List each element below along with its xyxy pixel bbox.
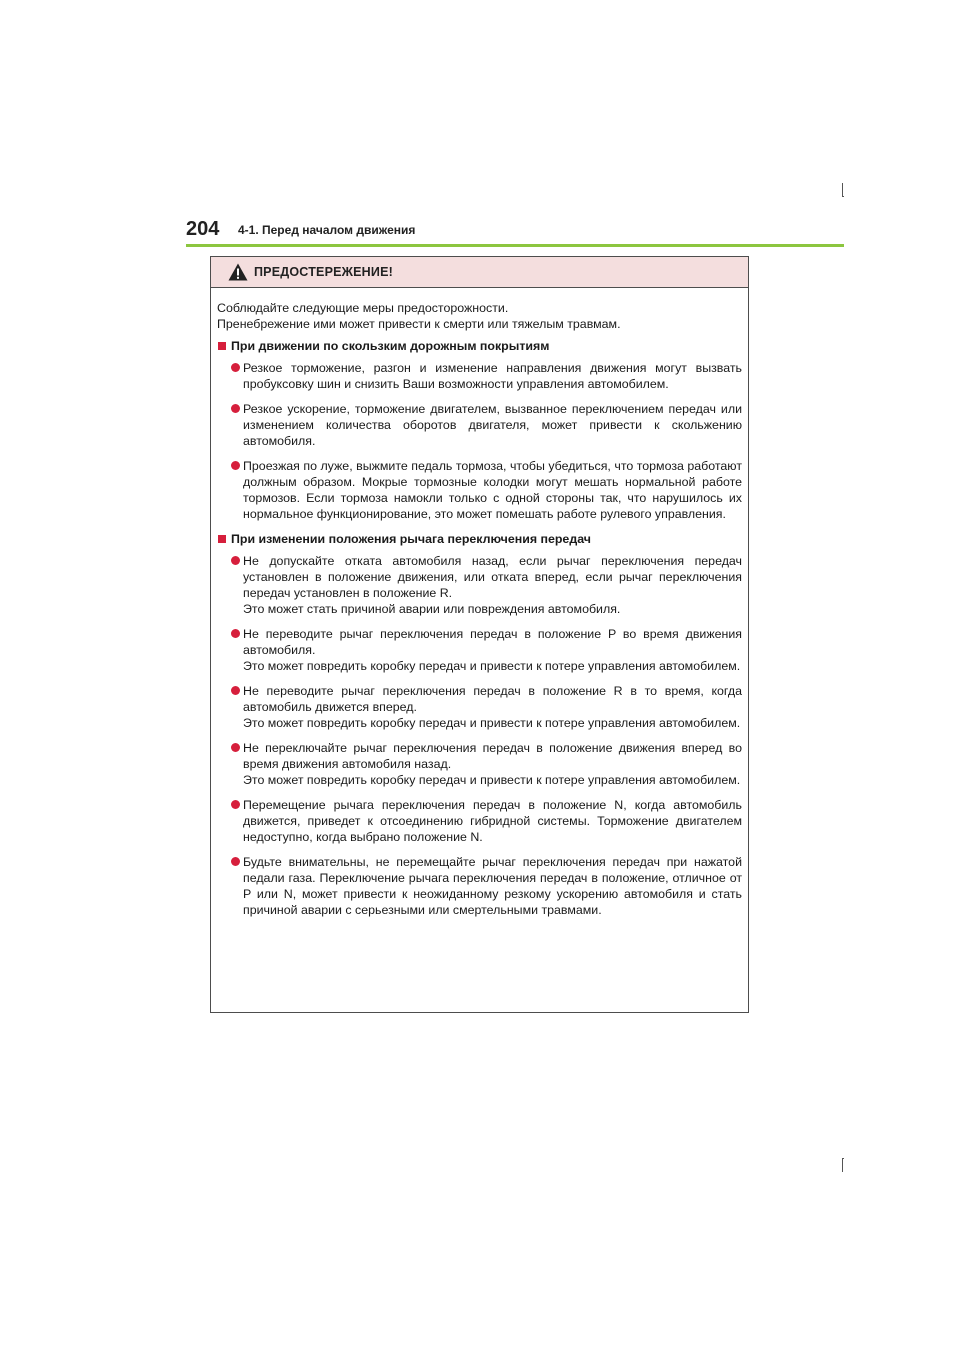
warning-box	[210, 256, 749, 1013]
section-heading	[217, 531, 742, 547]
list-item-note: Это может повредить коробку передач и привести к потере управления автомобилем.	[243, 773, 741, 787]
list-item-note: Это может стать причиной аварии или повреждения автомобиля.	[243, 602, 621, 616]
bullet-icon	[231, 404, 240, 413]
section-title: 4-1. Перед началом движения	[238, 223, 416, 237]
bullet-icon	[231, 363, 240, 372]
section-gear-shift	[217, 531, 742, 918]
header-rule	[186, 244, 844, 247]
crop-mark-bottom	[842, 1158, 843, 1172]
list-item	[217, 360, 742, 392]
crop-mark-bottom-tick	[842, 1158, 844, 1159]
list-item	[217, 626, 742, 674]
list-item-text: Не допускайте отката автомобиля назад, если рычаг переключения передач установлен в положение движения, или отката вперед, если рычаг переключения передач установлен в положение R.	[243, 554, 742, 600]
section-heading	[217, 338, 742, 354]
warning-triangle-icon	[228, 263, 248, 281]
crop-mark-top-tick	[842, 196, 844, 197]
intro-line: Соблюдайте следующие меры предосторожности.	[217, 301, 509, 315]
bullet-icon	[231, 800, 240, 809]
bullet-icon	[231, 686, 240, 695]
list-item-text: Резкое ускорение, торможение двигателем, вызванное переключением передач или изменением количества оборотов двигателя, может привести к скольжению автомобиля.	[243, 402, 742, 448]
intro-line: Пренебрежение ими может привести к смерти или тяжелым травмам.	[217, 317, 621, 331]
section-heading-text: При движении по скользким дорожным покрытиям	[231, 339, 550, 353]
crop-mark-top	[842, 183, 843, 197]
list-item	[217, 553, 742, 617]
list-item-text: Будьте внимательны, не перемещайте рычаг переключения передач при нажатой педали газа. Переключение рычага переключения передач в положение, отличное от P или N, может привести к неожиданному резкому ускорению автомобиля и стать причиной аварии с серьезными или смертельными травмами.	[243, 855, 742, 917]
list-item-text: Не переводите рычаг переключения передач в положение P во время движения автомобиля.	[243, 627, 742, 657]
list-item-text: Резкое торможение, разгон и изменение направления движения могут вызвать пробуксовку шин и снизить Ваши возможности управления автомобилем.	[243, 361, 742, 391]
bullet-icon	[231, 629, 240, 638]
page-number: 204	[186, 218, 220, 240]
list-item-note: Это может повредить коробку передач и привести к потере управления автомобилем.	[243, 659, 741, 673]
list-item-text: Не переключайте рычаг переключения передач в положение движения вперед во время движения автомобиля назад.	[243, 741, 742, 771]
list-item	[217, 740, 742, 788]
warning-intro	[217, 300, 742, 332]
warning-body	[211, 288, 748, 918]
square-bullet-icon	[218, 342, 226, 350]
list-item	[217, 854, 742, 918]
list-item-note: Это может повредить коробку передач и привести к потере управления автомобилем.	[243, 716, 741, 730]
list-item-text: Не переводите рычаг переключения передач в положение R в то время, когда автомобиль движется вперед.	[243, 684, 742, 714]
bullet-icon	[231, 743, 240, 752]
list-item-text: Проезжая по луже, выжмите педаль тормоза, чтобы убедиться, что тормоза работают должным образом. Мокрые тормозные колодки могут мешать нормальной работе тормозов. Если тормоза намокли только с одной стороны так, что нарушилось их нормальное функционирование, это может помешать работе рулевого управления.	[243, 459, 742, 521]
list-item	[217, 683, 742, 731]
warning-title: ПРЕДОСТЕРЕЖЕНИЕ!	[254, 265, 393, 279]
list-item	[217, 401, 742, 449]
section-heading-text: При изменении положения рычага переключения передач	[231, 532, 591, 546]
bullet-icon	[231, 556, 240, 565]
list-item-text: Перемещение рычага переключения передач в положение N, когда автомобиль движется, приведет к отсоединению гибридной системы. Торможение двигателем недоступно, когда выбрано положение N.	[243, 798, 742, 844]
list-item	[217, 458, 742, 522]
bullet-icon	[231, 857, 240, 866]
warning-header	[211, 257, 748, 288]
list-item	[217, 797, 742, 845]
section-slippery-roads	[217, 338, 742, 522]
square-bullet-icon	[218, 535, 226, 543]
bullet-icon	[231, 461, 240, 470]
